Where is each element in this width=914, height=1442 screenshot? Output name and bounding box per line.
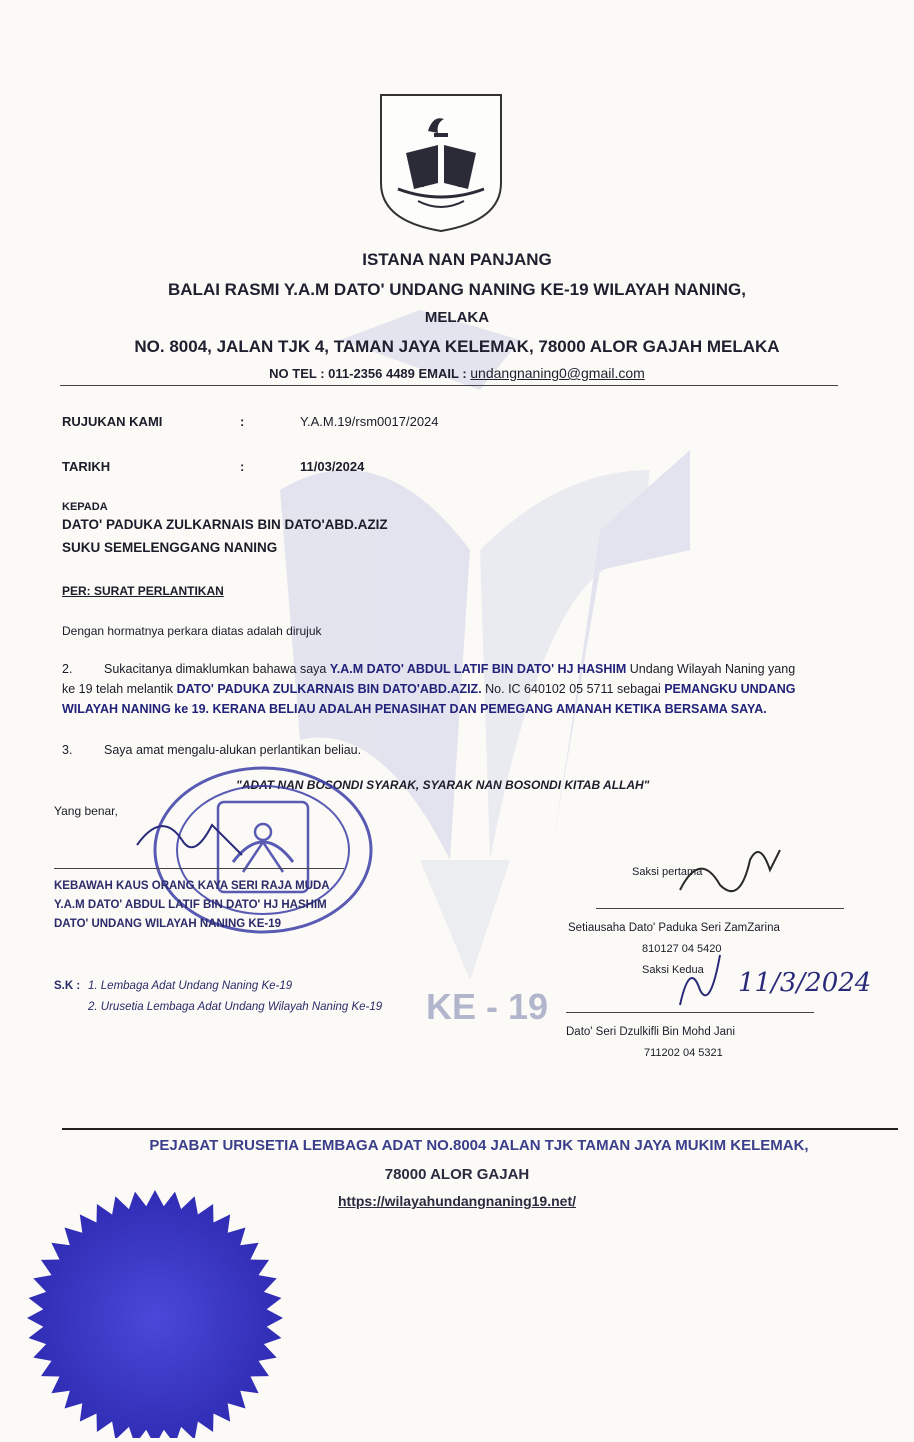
subject-line: PER: SURAT PERLANTIKAN	[62, 584, 224, 598]
handwritten-date: 11/3/2024	[738, 968, 872, 998]
header-divider	[60, 385, 838, 386]
witness-name: Setiausaha Dato' Paduka Seri ZamZarina	[568, 922, 780, 934]
footer-url[interactable]: https://wilayahundangnaning19.net/	[337, 1193, 576, 1209]
closing: Yang benar,	[54, 804, 118, 818]
footer-address: PEJABAT URUSETIA LEMBAGA ADAT NO.8004 JALAN TJK TAMAN JAYA MUKIM KELEMAK,	[149, 1137, 809, 1154]
cc-item1: 1. Lembaga Adat Undang Naning Ke-19	[88, 980, 293, 992]
para2-appointee: DATO' PADUKA ZULKARNAIS BIN DATO'ABD.AZIZ.	[176, 682, 482, 696]
para2-line2	[62, 679, 882, 699]
para2-line1	[104, 659, 874, 679]
para3-text: Saya amat mengalu-alukan perlantikan beliau.	[104, 743, 362, 757]
ref-label: RUJUKAN KAMI	[62, 414, 163, 429]
para2-text-d: No. IC 640102 05 5711 sebagai	[481, 682, 665, 696]
signatory-line2: Y.A.M DATO' ABDUL LATIF BIN DATO' HJ HASHIM	[54, 899, 327, 911]
para2-text-c: ke 19 telah melantik	[62, 682, 177, 696]
signatory-line3: DATO' UNDANG WILAYAH NANING KE-19	[54, 918, 282, 930]
recipient-name: DATO' PADUKA ZULKARNAIS BIN DATO'ABD.AZIZ	[62, 517, 388, 532]
letterhead-title: ISTANA NAN PANJANG	[362, 250, 552, 269]
letterhead-address: NO. 8004, JALAN TJK 4, TAMAN JAYA KELEMAK, 78000 ALOR GAJAH MELAKA	[134, 337, 780, 356]
embossed-blue-seal	[20, 1188, 290, 1438]
recipient-suku: SUKU SEMELENGGANG NANING	[62, 540, 278, 555]
witness-ic: 810127 04 5420	[642, 943, 722, 955]
salutation: Dengan hormatnya perkara diatas adalah dirujuk	[62, 624, 322, 638]
emblem-logo	[378, 93, 504, 233]
signature-rule-right	[596, 908, 844, 909]
signature-chief	[132, 805, 252, 865]
footer-town: 78000 ALOR GAJAH	[384, 1166, 530, 1183]
ke19-watermark: KE - 19	[426, 986, 549, 1027]
email-link[interactable]: undangnaning0@gmail.com	[470, 365, 645, 381]
signatory-line1: KEBAWAH KAUS ORANG KAYA SERI RAJA MUDA	[54, 880, 330, 892]
para2-person: Y.A.M DATO' ABDUL LATIF BIN DATO' HJ HASHIM	[329, 662, 627, 676]
witness2-ic: 711202 04 5321	[644, 1047, 723, 1059]
para2-line3: WILAYAH NANING ke 19. KERANA BELIAU ADALAH PENASIHAT DAN PEMEGANG AMANAH KETIKA BERSAMA SAYA.	[62, 702, 767, 716]
date-value: 11/03/2024	[300, 459, 365, 474]
footer-divider	[62, 1128, 898, 1130]
cc-item2: 2. Urusetia Lembaga Adat Undang Wilayah Naning Ke-19	[88, 1001, 383, 1013]
date-label: TARIKH	[62, 459, 111, 474]
contact-tel: NO TEL : 011-2356 4489 EMAIL :	[269, 366, 471, 381]
signature-rule-witness2	[566, 1012, 814, 1013]
signature-rule-left	[54, 868, 344, 869]
signature-witness2	[660, 950, 740, 1010]
recipient-label: KEPADA	[62, 501, 108, 513]
witness2-name: Dato' Seri Dzulkifli Bin Mohd Jani	[566, 1026, 736, 1038]
signature-witness1	[670, 830, 790, 910]
letterhead-subtitle: BALAI RASMI Y.A.M DATO' UNDANG NANING KE-19 WILAYAH NANING,	[168, 280, 746, 299]
para2-number: 2.	[62, 662, 73, 676]
para3-number: 3.	[62, 743, 73, 757]
cc-prefix: S.K :	[54, 980, 81, 992]
para2-text-b: Undang Wilayah Naning yang	[626, 662, 796, 676]
witness-label: Saksi pertama	[632, 866, 703, 878]
letterhead-contact	[0, 365, 914, 381]
motto: "ADAT NAN BOSONDI SYARAK, SYARAK NAN BOSONDI KITAB ALLAH"	[236, 778, 650, 792]
letterhead-state: MELAKA	[424, 309, 490, 326]
witness2-label: Saksi Kedua	[642, 964, 704, 976]
ref-colon: :	[240, 414, 245, 429]
para2-text-a: Sukacitanya dimaklumkan bahawa saya	[104, 662, 330, 676]
para2-title: PEMANGKU UNDANG	[664, 682, 796, 696]
date-colon: :	[240, 459, 245, 474]
ref-value: Y.A.M.19/rsm0017/2024	[300, 414, 439, 429]
